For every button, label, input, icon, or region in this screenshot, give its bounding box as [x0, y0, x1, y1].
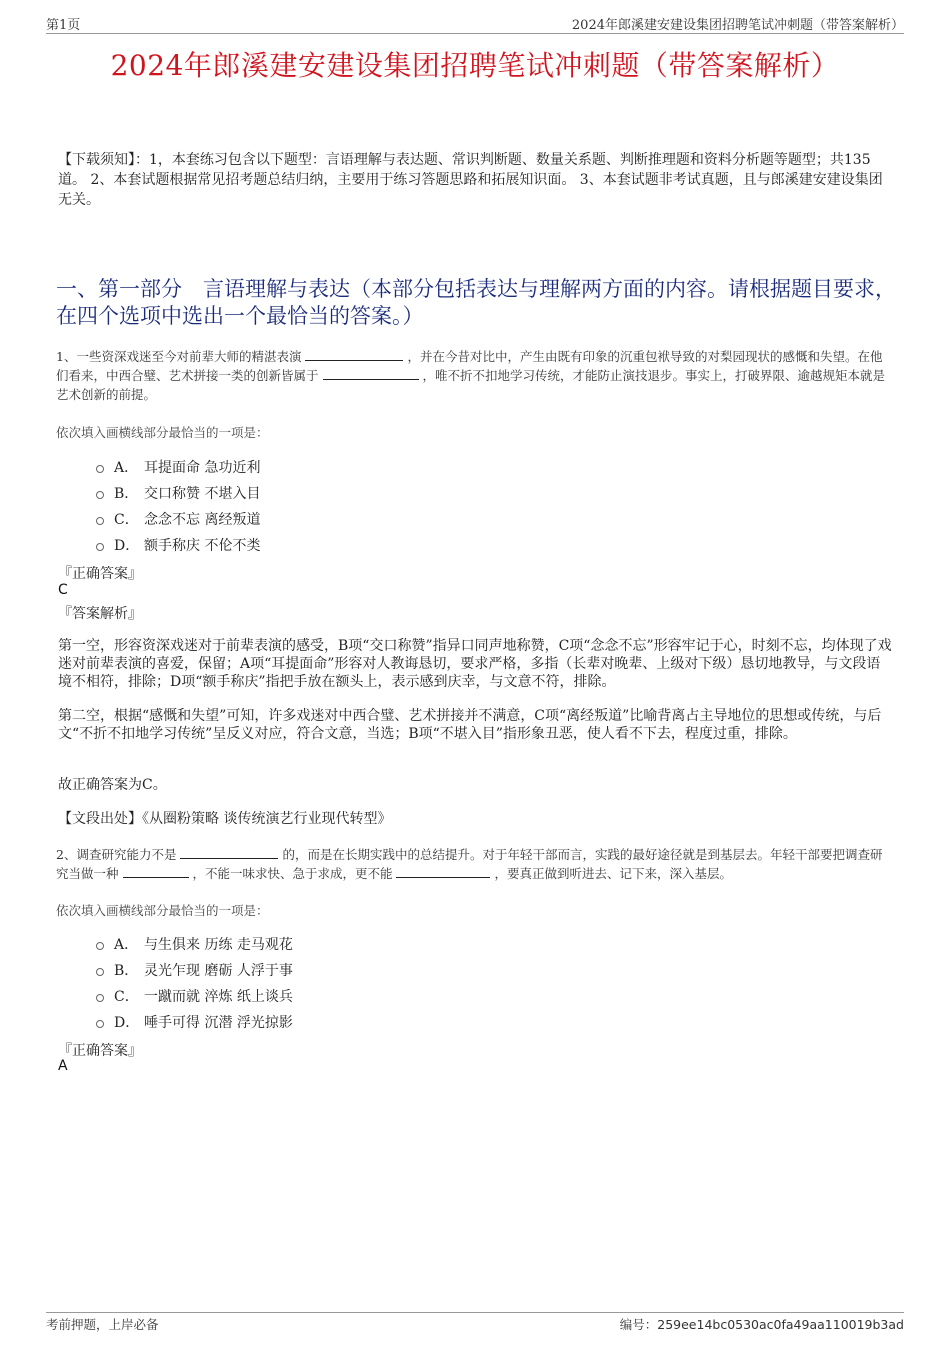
fill-blank: [305, 347, 403, 361]
fill-blank: [123, 864, 189, 878]
code-value: 259ee14bc0530ac0fa49aa110019b3ad: [657, 1317, 904, 1332]
analysis-paragraph: 第二空，根据“感慨和失望”可知，许多戏迷对中西合璧、艺术拼接并不满意，C项“离经叛道”比喻背离占主导地位的思想或传统，与后文“不折不扣地学习传统”呈反义对应，符合文意，当选；B项“不堪入目”指形象丑恶，使人看不下去，程度过重，排除。: [58, 708, 882, 742]
header-divider: [46, 33, 904, 34]
answer-value: A: [58, 1058, 68, 1074]
option-text: 念念不忘 离经叛道: [144, 512, 261, 528]
analysis-label: 『答案解析』: [58, 606, 142, 622]
question-2-option-d[interactable]: [96, 1012, 293, 1032]
radio-icon[interactable]: [96, 1020, 104, 1028]
code-label: 编号：: [619, 1317, 658, 1332]
question-text-part: 的，而是在长期实践中的总结提升。对于年轻干部而言，实践的最好途径就是到基层去。年轻干部要把调查研究当做一种: [56, 847, 883, 881]
option-text: 耳提面命 急功近利: [144, 460, 261, 476]
question-2-option-c[interactable]: [96, 986, 293, 1006]
option-letter: B．: [114, 486, 139, 502]
question-2-option-b[interactable]: [96, 960, 293, 980]
fill-blank: [180, 845, 278, 859]
answer-value: C: [58, 582, 68, 598]
question-text-part: 2、调查研究能力不是: [56, 847, 177, 862]
option-letter: C．: [114, 512, 139, 528]
option-letter: A．: [114, 460, 139, 476]
question-1-prompt: 依次填入画横线部分最恰当的一项是：: [56, 425, 269, 440]
option-text: 交口称赞 不堪入目: [144, 486, 261, 502]
option-text: 一蹴而就 淬炼 纸上谈兵: [144, 989, 293, 1005]
option-letter: D．: [114, 538, 140, 554]
radio-icon[interactable]: [96, 491, 104, 499]
question-text-part: 1、一些资深戏迷至今对前辈大师的精湛表演: [56, 349, 302, 364]
fill-blank: [396, 864, 490, 878]
answer-label: 『正确答案』: [58, 1043, 142, 1059]
option-letter: C．: [114, 989, 139, 1005]
option-letter: A．: [114, 937, 139, 953]
question-text-part: ，要真正做到听进去、记下来，深入基层。: [494, 866, 732, 881]
question-text-part: ，不能一味求快、急于求成，更不能: [192, 866, 393, 881]
option-text: 与生俱来 历练 走马观花: [144, 937, 293, 953]
question-text-part: ，唯不折不扣地学习传统，才能防止演技退步。事实上，打破界限、逾越规矩本就是艺术创新的前提。: [56, 368, 885, 402]
option-letter: D．: [114, 1015, 140, 1031]
passage-source: 【文段出处】《从圈粉策略 谈传统演艺行业现代转型》: [58, 811, 392, 827]
question-1-option-c[interactable]: [96, 509, 260, 529]
question-2-option-a[interactable]: [96, 934, 293, 954]
radio-icon[interactable]: [96, 942, 104, 950]
option-letter: B．: [114, 963, 139, 979]
question-1-option-a[interactable]: [96, 457, 260, 477]
radio-icon[interactable]: [96, 465, 104, 473]
question-text-part: ，并在今昔对比中，产生由既有印象的沉重包袱导致的对梨园现状的感慨和失望。在他们看来，中西合璧、艺术拼接一类的创新皆属于: [56, 349, 883, 383]
section-heading: 一、第一部分 言语理解与表达（本部分包括表达与理解两方面的内容。请根据题目要求，在四个选项中选出一个最恰当的答案。）: [56, 277, 896, 328]
radio-icon[interactable]: [96, 543, 104, 551]
page-number: 第1页: [46, 18, 81, 33]
radio-icon[interactable]: [96, 517, 104, 525]
radio-icon[interactable]: [96, 994, 104, 1002]
radio-icon[interactable]: [96, 968, 104, 976]
analysis-paragraph: 第一空，形容资深戏迷对于前辈表演的感受，B项“交口称赞”指异口同声地称赞，C项“念念不忘”形容牢记于心，时刻不忘，均体现了戏迷对前辈表演的喜爱，保留；A项“耳提面命”形容对人教诲恳切，要求严格，多指（长辈对晚辈、上级对下级）恳切地教导，与文段语境不相符，排除；D项“额手称庆”指把手放在额头上，表示感到庆幸，与文意不符，排除。: [58, 638, 892, 690]
download-notice: 【下载须知】：1，本套练习包含以下题型：言语理解与表达题、常识判断题、数量关系题、判断推理题和资料分析题等题型；共135道。 2、本套试题根据常见招考题总结归纳，主要用于练习答题思路和拓展知识面。 3、本套试题非考试真题，且与郎溪建安建设集团无关。: [58, 152, 883, 208]
footer-slogan: 考前押题，上岸必备: [46, 1317, 159, 1332]
question-1-text: [56, 347, 894, 404]
question-2-prompt: 依次填入画横线部分最恰当的一项是：: [56, 903, 269, 918]
option-text: 额手称庆 不伦不类: [144, 538, 261, 554]
document-code: [620, 1315, 904, 1333]
question-1-option-d[interactable]: [96, 535, 260, 555]
analysis-conclusion: 故正确答案为C。: [58, 777, 167, 793]
running-header-title: 2024年郎溪建安建设集团招聘笔试冲刺题（带答案解析）: [571, 18, 904, 33]
question-1-option-b[interactable]: [96, 483, 260, 503]
document-title: 2024年郎溪建安建设集团招聘笔试冲刺题（带答案解析）: [110, 49, 840, 82]
option-text: 唾手可得 沉潜 浮光掠影: [144, 1015, 293, 1031]
fill-blank: [323, 366, 419, 380]
option-text: 灵光乍现 磨砺 人浮于事: [144, 963, 293, 979]
answer-label: 『正确答案』: [58, 566, 142, 582]
footer-divider: [46, 1312, 904, 1313]
question-2-text: [56, 845, 894, 883]
